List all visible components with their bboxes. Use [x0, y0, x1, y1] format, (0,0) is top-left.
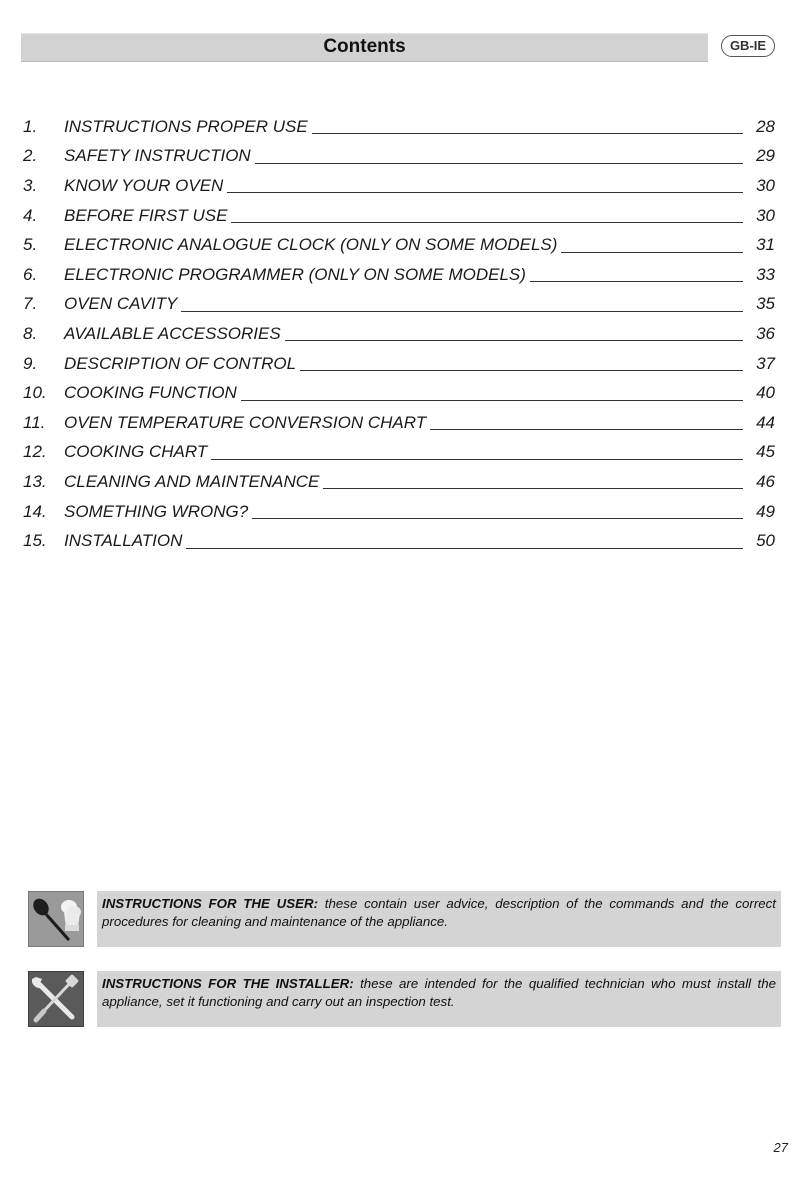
toc-entry [23, 260, 775, 290]
toc-entry-title: BEFORE FIRST USE [64, 205, 228, 225]
toc-entry-page: 29 [756, 146, 775, 166]
toc-entry [23, 526, 775, 556]
toc-entry-number: 4. [23, 205, 38, 225]
toc-entry-title: SAFETY INSTRUCTION [64, 146, 251, 166]
toc-entry-page: 30 [756, 205, 775, 225]
toc-entry-page: 46 [756, 471, 775, 491]
toc-leader-line [430, 415, 743, 430]
installer-instructions-heading: INSTRUCTIONS FOR THE INSTALLER: [102, 976, 354, 991]
toc-leader-line [231, 208, 743, 223]
installer-instructions-box [97, 971, 781, 1027]
installer-instructions-body: these are intended for the qualified technician who must install the appliance, set it functioning and carry out an inspection test. [102, 976, 776, 1009]
toc-entry-page: 30 [756, 175, 775, 195]
toc-leader-line [241, 386, 743, 401]
toc-entry-title: INSTRUCTIONS PROPER USE [64, 116, 308, 136]
toc-leader-line [211, 445, 743, 460]
toc-entry [23, 408, 775, 438]
toc-entry-number: 6. [23, 264, 38, 284]
toc-entry-number: 8. [23, 323, 38, 343]
toc-entry [23, 349, 775, 379]
toc-entry-number: 3. [23, 175, 38, 195]
toc-entry-number: 10. [23, 383, 47, 403]
toc-entry-title: KNOW YOUR OVEN [64, 175, 224, 195]
toc-entry-number: 1. [23, 116, 38, 136]
toc-entry [23, 171, 775, 201]
contents-header-bar [21, 33, 708, 62]
toc-leader-line [181, 297, 743, 312]
toc-entry [23, 378, 775, 408]
toc-entry-number: 11. [23, 412, 46, 432]
user-instructions-heading: INSTRUCTIONS FOR THE USER: [102, 896, 319, 911]
toc-entry-number: 7. [23, 294, 38, 314]
toc-entry-title: COOKING CHART [64, 442, 208, 462]
chef-spoon-icon [28, 891, 84, 947]
toc-entry-title: AVAILABLE ACCESSORIES [64, 323, 281, 343]
language-badge: GB-IE [721, 35, 775, 57]
toc-leader-line [285, 326, 743, 341]
user-instructions-text [102, 895, 776, 931]
toc-entry [23, 142, 775, 172]
toc-leader-line [255, 149, 743, 164]
toc-leader-line [312, 119, 743, 134]
toc-entry-page: 40 [756, 383, 775, 403]
toc-entry [23, 112, 775, 142]
toc-entry [23, 230, 775, 260]
toc-entry-number: 2. [23, 146, 38, 166]
toc-entry-page: 31 [756, 235, 775, 255]
toc-entry-title: SOMETHING WRONG? [64, 501, 249, 521]
toc-entry-title: OVEN TEMPERATURE CONVERSION CHART [64, 412, 427, 432]
table-of-contents [23, 112, 775, 556]
page-title: Contents [323, 36, 406, 57]
toc-entry-page: 49 [756, 501, 775, 521]
toc-leader-line [530, 267, 743, 282]
toc-entry [23, 438, 775, 468]
toc-leader-line [252, 504, 743, 519]
toc-entry-page: 36 [756, 323, 775, 343]
user-instructions-box [97, 891, 781, 947]
toc-entry [23, 467, 775, 497]
toc-leader-line [186, 534, 743, 549]
toc-entry-page: 28 [756, 116, 775, 136]
toc-entry-title: INSTALLATION [64, 531, 183, 551]
page-number: 27 [773, 1140, 788, 1155]
toc-leader-line [227, 178, 743, 193]
toc-entry-page: 37 [756, 353, 775, 373]
toc-entry [23, 497, 775, 527]
toc-entry-number: 15. [23, 531, 47, 551]
toc-entry-title: DESCRIPTION OF CONTROL [64, 353, 297, 373]
user-instructions-note [28, 891, 781, 947]
tools-icon [28, 971, 84, 1027]
toc-entry-page: 33 [756, 264, 775, 284]
toc-entry-number: 12. [23, 442, 47, 462]
toc-entry-page: 45 [756, 442, 775, 462]
toc-entry [23, 201, 775, 231]
toc-entry-page: 35 [756, 294, 775, 314]
toc-entry-number: 5. [23, 235, 38, 255]
toc-entry-page: 44 [756, 412, 775, 432]
toc-entry-number: 13. [23, 471, 47, 491]
toc-entry-title: ELECTRONIC PROGRAMMER (ONLY ON SOME MODELS) [64, 264, 526, 284]
toc-entry-title: COOKING FUNCTION [64, 383, 237, 403]
installer-instructions-text [102, 975, 776, 1011]
toc-entry [23, 290, 775, 320]
toc-entry [23, 319, 775, 349]
toc-entry-title: CLEANING AND MAINTENANCE [64, 471, 320, 491]
toc-entry-title: OVEN CAVITY [64, 294, 178, 314]
toc-entry-title: ELECTRONIC ANALOGUE CLOCK (ONLY ON SOME MODELS) [64, 235, 558, 255]
user-instructions-body: these contain user advice, description of the commands and the correct procedures for cleaning and maintenance of the appliance. [102, 896, 777, 929]
installer-instructions-note [28, 971, 781, 1027]
toc-entry-number: 14. [23, 501, 47, 521]
toc-entry-page: 50 [756, 531, 775, 551]
toc-leader-line [300, 356, 743, 371]
toc-leader-line [561, 238, 743, 253]
toc-entry-number: 9. [23, 353, 38, 373]
toc-leader-line [323, 474, 743, 489]
